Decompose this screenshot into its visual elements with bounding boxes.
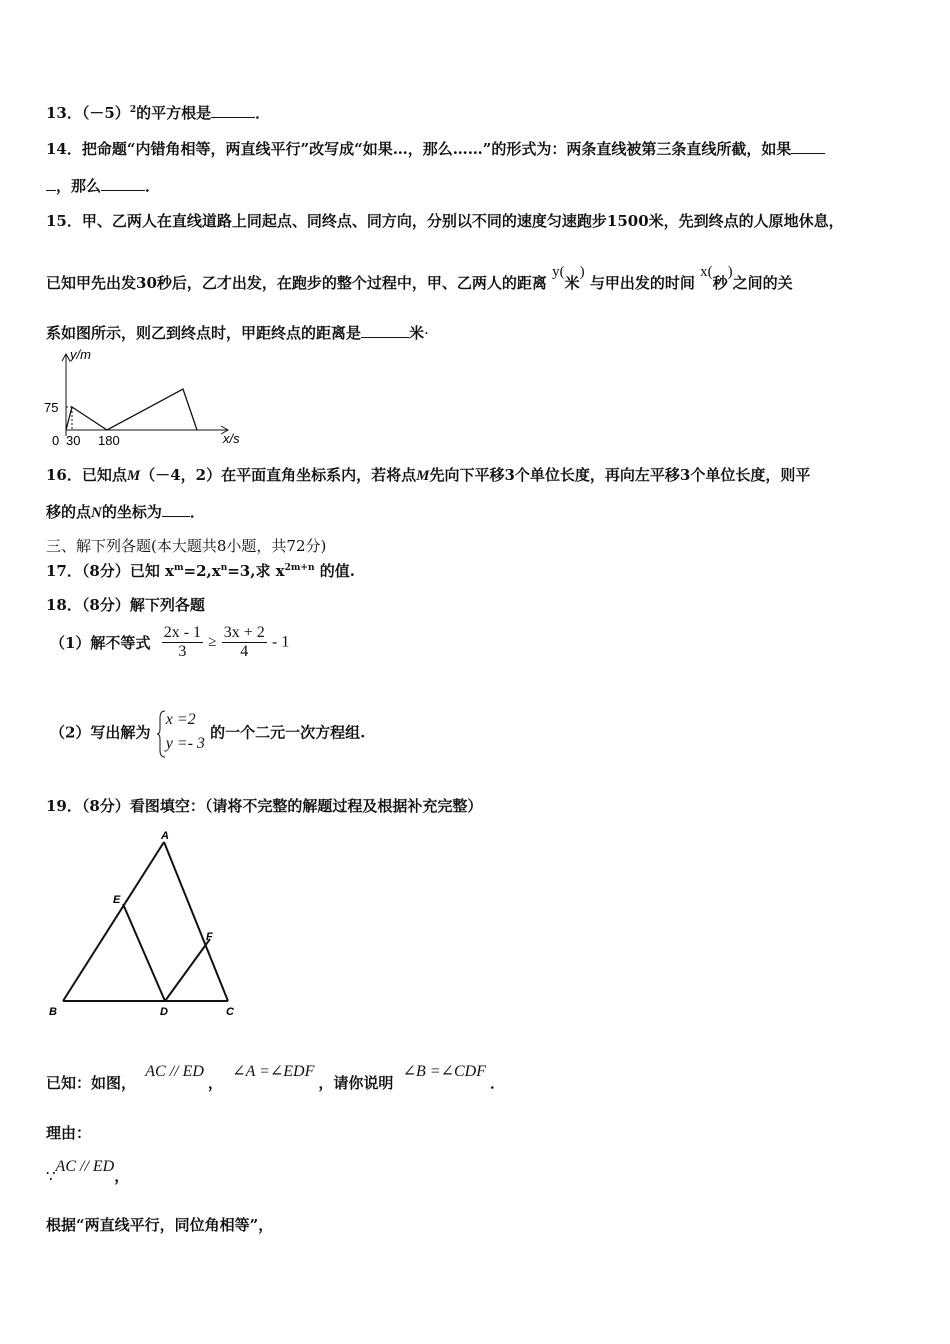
q15-graph — [40, 346, 250, 448]
q19-basis: 根据“两直线平行，同位角相等”， — [46, 1216, 274, 1234]
q15-line2-a: 已知甲先出发30秒后，乙才出发，在跑步的整个过程中，甲、乙两人的距离 — [46, 274, 547, 292]
q19-label-e: E — [113, 894, 121, 906]
q15-y-tick: 75 — [44, 400, 59, 415]
q18-frac1-den: 3 — [178, 643, 187, 660]
q14-if-blank[interactable] — [791, 152, 825, 154]
q19-label-a: A — [161, 830, 169, 842]
q19-title: 看图填空：（请将不完整的解题过程及根据补充完整） — [129, 797, 483, 815]
q15-answer-blank[interactable] — [361, 336, 409, 338]
q15-line2-c: 之间的关 — [732, 274, 793, 292]
q18-title: 解下列各题 — [129, 596, 205, 614]
q16-text-a: 已知点 — [81, 466, 127, 484]
q13-exponent: 2 — [129, 105, 137, 115]
q18-frac1-num: 2x - 1 — [163, 624, 202, 641]
q19-label-c: C — [226, 1006, 234, 1018]
q18-brace — [156, 710, 166, 758]
q17-line — [46, 560, 355, 581]
q15-dot: · — [424, 324, 429, 342]
q16-line1 — [46, 464, 810, 485]
q16-point-m: M — [126, 468, 141, 484]
q19-score: （8分） — [81, 797, 130, 815]
q15-origin: 0 — [52, 433, 60, 448]
q19-segment-ed — [123, 904, 165, 1001]
q19-triangle-figure — [40, 826, 250, 1022]
q14-then: ，那么 — [56, 177, 102, 195]
q16-point-m2: M — [416, 468, 430, 484]
q16-line2-b: 的坐标为 — [101, 503, 162, 521]
q18-frac2-num: 3x + 2 — [223, 624, 265, 641]
q18-eq1: x =2 — [165, 711, 196, 728]
q19-math-angle-a: ∠A =∠EDF — [232, 1063, 315, 1080]
q19-label-b: B — [49, 1006, 57, 1018]
q18-eq2: y =- 3 — [165, 735, 205, 752]
q18-part1 — [50, 624, 289, 661]
q14-line2 — [46, 175, 160, 196]
q15-line2-b: 与甲出发的时间 — [589, 274, 695, 292]
q18-number: 18． — [46, 596, 82, 614]
q17-sup-m: m — [173, 563, 184, 573]
q19-given-line — [46, 1063, 506, 1093]
q19-because-symbol: ∵ — [46, 1167, 56, 1185]
q19-segment-df — [165, 939, 210, 1001]
q16-text-c: 先向下平移3个单位长度，再向左平移3个单位长度，则平 — [429, 466, 811, 484]
q14-number: 14． — [46, 140, 82, 158]
q19-comma: ， — [207, 1074, 223, 1092]
q18-fraction-2 — [222, 624, 267, 661]
q18-tail: - 1 — [271, 633, 290, 651]
q15-var-x-open: x( — [700, 264, 713, 280]
q13-text: 的平方根是 — [136, 104, 212, 122]
q14-then-blank[interactable] — [101, 189, 145, 191]
q16-number: 16． — [46, 466, 82, 484]
q18-frac2-den: 4 — [240, 643, 249, 660]
q19-period: ． — [490, 1074, 506, 1092]
q17-sup-n: n — [220, 563, 228, 573]
q19-side-ab — [63, 842, 164, 1001]
q19-comma-2: ， — [114, 1167, 130, 1185]
q17-number: 17． — [46, 562, 82, 580]
q18-line — [46, 594, 205, 615]
q16-end: ． — [189, 503, 205, 521]
q19-math-ac-ed: AC // ED — [145, 1063, 204, 1080]
q19-math-angle-b: ∠B =∠CDF — [402, 1063, 487, 1080]
q15-line1 — [46, 210, 844, 231]
q14-text: 把命题“内错角相等，两直线平行”改写成“如果…，那么……”的形式为：两条直线被第三条直线所截，如果 — [81, 140, 792, 158]
q17-text-b: =2,x — [183, 562, 221, 580]
q13-answer-blank[interactable] — [211, 116, 255, 118]
q19-because-line — [46, 1158, 130, 1186]
q18-relation: ≥ — [208, 634, 217, 650]
q15-number: 15． — [46, 212, 82, 230]
q16-text-b: （－4，2）在平面直角坐标系内，若将点 — [140, 466, 417, 484]
q15-var-y — [552, 264, 585, 292]
q15-line3-a: 系如图所示，则乙到终点时，甲距终点的距离是 — [46, 324, 362, 342]
q15-x-tick-180: 180 — [98, 433, 120, 448]
q14-line1 — [46, 138, 825, 159]
q18-part2 — [50, 708, 365, 756]
q16-point-n: N — [91, 505, 102, 521]
q14-if-blank-cont[interactable] — [46, 189, 56, 191]
q18-part1-label: （1）解不等式 — [50, 634, 151, 652]
q15-xlabel: x/s — [223, 431, 240, 446]
q19-side-ac — [164, 842, 228, 1001]
q18-system — [156, 708, 205, 756]
q15-var-x — [700, 264, 733, 292]
q14-end: ． — [145, 177, 161, 195]
q17-text-a: 已知 x — [129, 562, 174, 580]
q15-unit-x: 秒 — [712, 274, 728, 292]
q15-line3 — [46, 322, 429, 343]
q13-base: （－5） — [81, 104, 130, 122]
q19-line — [46, 795, 482, 816]
q15-line1-text: 甲、乙两人在直线道路上同起点、同终点、同方向，分别以不同的速度匀速跑步1500米，先到终点的人原地休息， — [81, 212, 844, 230]
q18-score: （8分） — [81, 596, 130, 614]
q15-unit-y: 米 — [564, 274, 580, 292]
q18-part2-label: （2）写出解为 — [50, 723, 151, 742]
q16-line2-a: 移的点 — [46, 503, 92, 521]
q17-text-d: 的值. — [314, 562, 355, 580]
section3-heading: 三、解下列各题(本大题共8小题，共72分) — [46, 537, 327, 555]
q15-var-y-open: y( — [552, 264, 565, 280]
q13-line — [46, 102, 270, 123]
q19-label-f: F — [206, 931, 213, 943]
q16-answer-blank[interactable] — [162, 515, 190, 517]
q19-given-b: ，请你说明 — [318, 1074, 394, 1092]
q13-end: ． — [255, 104, 271, 122]
q19-number: 19． — [46, 797, 82, 815]
q19-reason: 理由： — [46, 1124, 92, 1142]
q18-fraction-1 — [162, 624, 203, 661]
q15-line2 — [46, 264, 793, 293]
q15-ylabel: y/m — [70, 347, 91, 362]
q18-part2-tail: 的一个二元一次方程组. — [210, 723, 366, 742]
q19-label-d: D — [160, 1006, 168, 1018]
q15-var-x-close: ) — [727, 264, 733, 280]
q15-x-tick-30: 30 — [66, 433, 81, 448]
q15-distance-line — [66, 389, 197, 430]
q19-given-a: 已知：如图， — [46, 1074, 137, 1092]
q19-math-ac-ed-2: AC // ED — [55, 1158, 115, 1175]
q15-line3-b: 米 — [409, 324, 425, 342]
q17-text-c: =3,求 x — [227, 562, 285, 580]
q17-score: （8分） — [81, 562, 130, 580]
q13-number: 13． — [46, 104, 82, 122]
q16-line2 — [46, 501, 205, 522]
q15-var-y-close: ) — [579, 264, 585, 280]
q17-sup-2mn: 2m+n — [284, 563, 315, 573]
